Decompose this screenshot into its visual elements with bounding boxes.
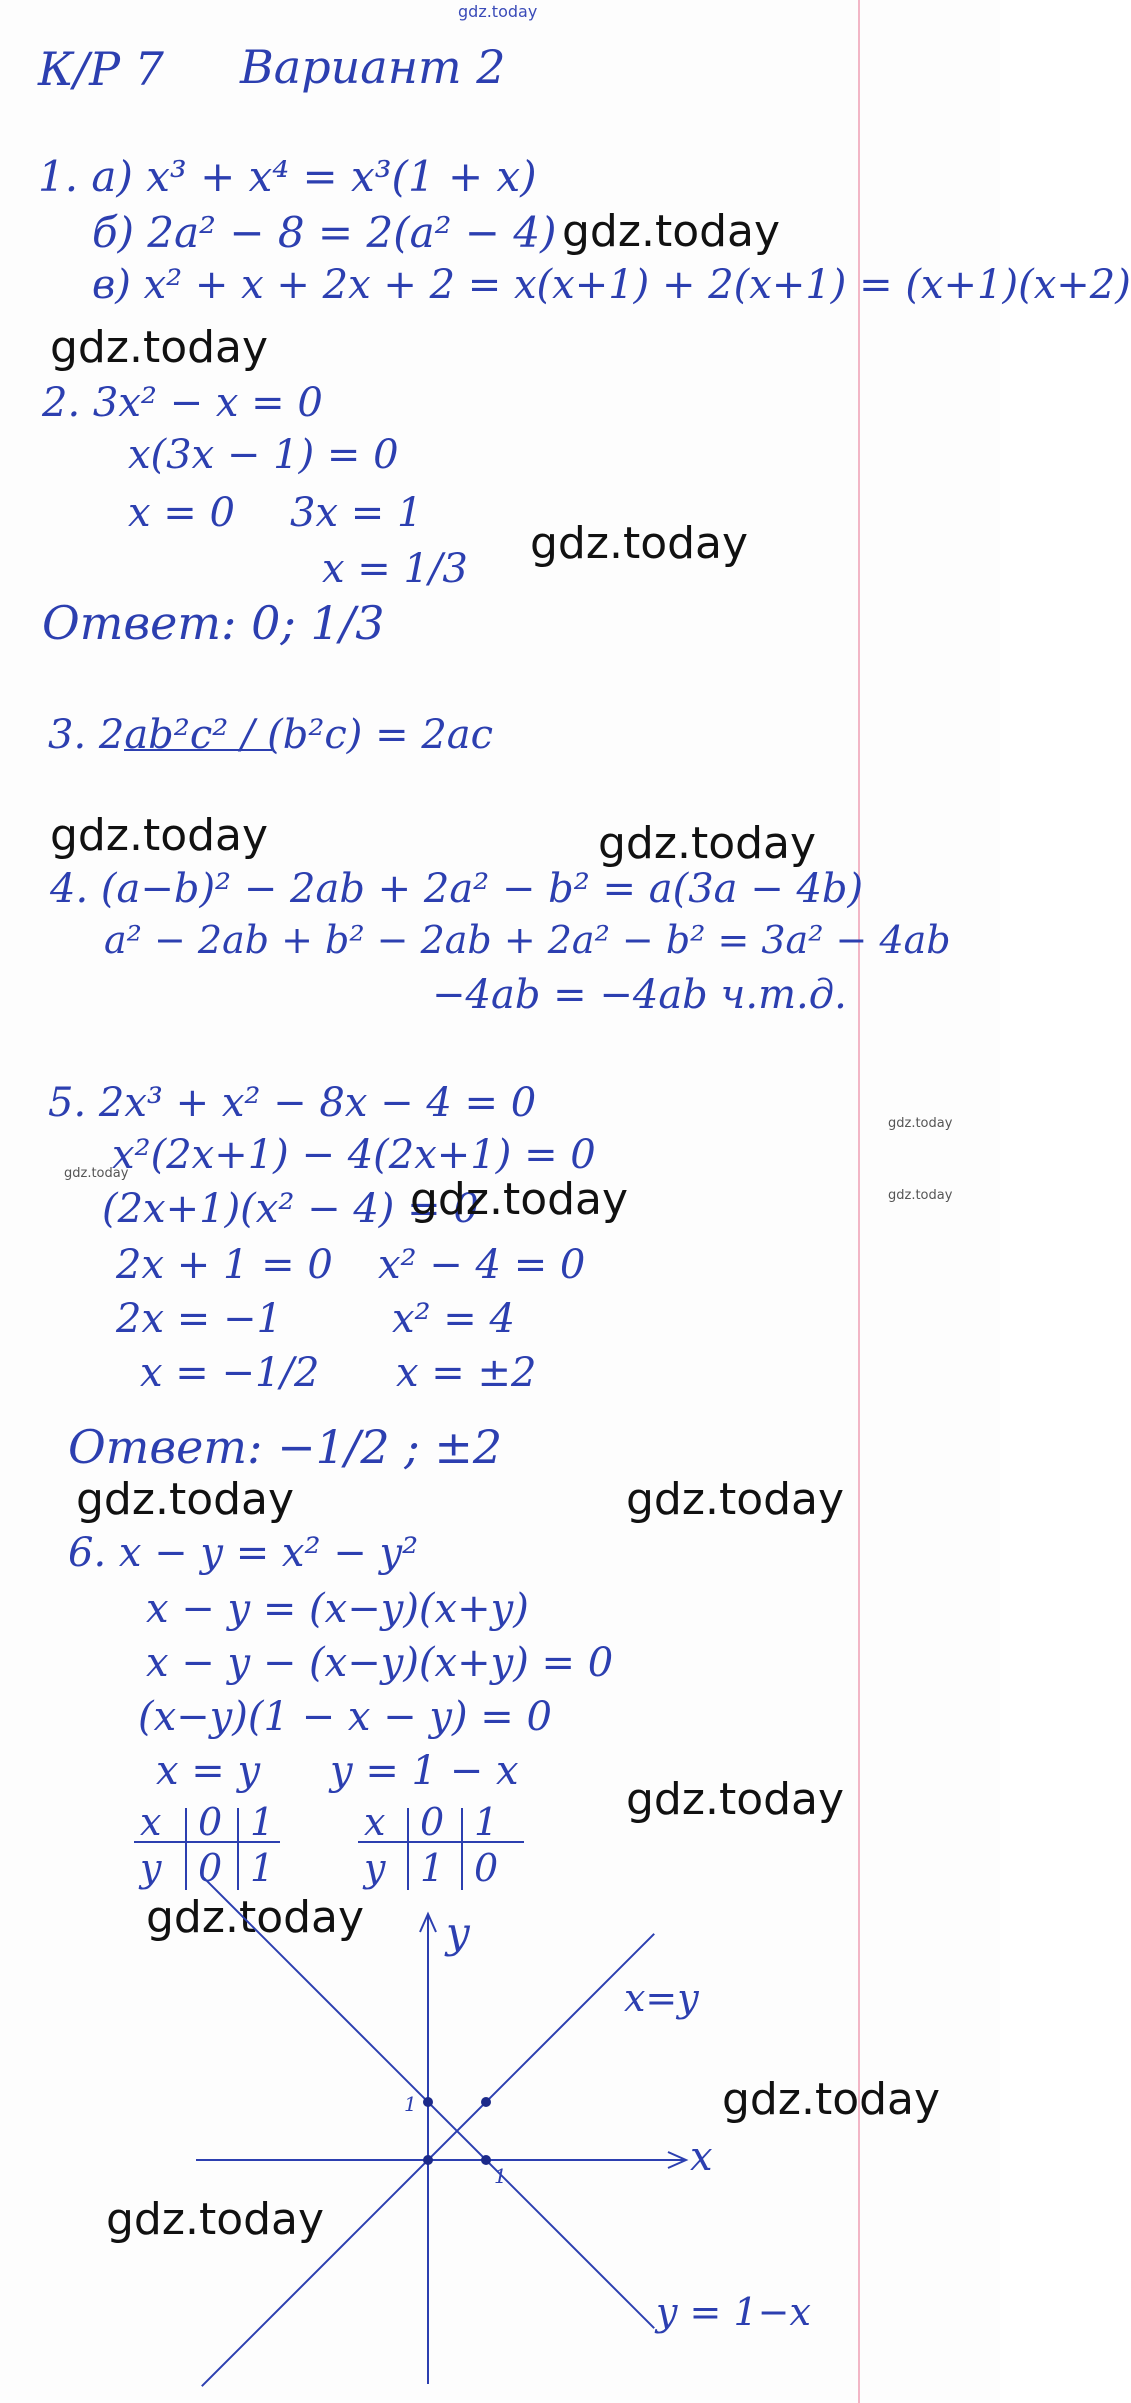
- graph-point-4: [481, 2155, 491, 2165]
- top-watermark: gdz.today: [458, 2, 538, 21]
- watermark: gdz.today: [626, 1774, 845, 1825]
- watermark: gdz.today: [64, 1166, 129, 1181]
- task5-line1: 5. 2x³ + x² − 8x − 4 = 0: [48, 1080, 537, 1126]
- table1-x1: 1: [250, 1800, 275, 1844]
- line2-label: y = 1−x: [656, 2290, 811, 2334]
- task5-answer: Ответ: −1/2 ; ±2: [68, 1420, 503, 1474]
- task1-b: б) 2a² − 8 = 2(a² − 4): [92, 208, 557, 257]
- task6-line3: x − y − (x−y)(x+y) = 0: [146, 1640, 614, 1686]
- table2-x0: 0: [420, 1800, 445, 1844]
- task2-line1: 2. 3x² − x = 0: [42, 380, 323, 426]
- task1-a: 1. а) x³ + x⁴ = x³(1 + x): [38, 152, 537, 201]
- table2-y1: 0: [474, 1846, 499, 1890]
- watermark: gdz.today: [888, 1116, 953, 1131]
- watermark: gdz.today: [106, 2194, 325, 2245]
- task4-line1: 4. (a−b)² − 2ab + 2a² − b² = a(3a − 4b): [50, 866, 864, 912]
- task4-line3: −4ab = −4ab ч.т.д.: [432, 972, 847, 1018]
- watermark: gdz.today: [888, 1188, 953, 1203]
- task6-line4: (x−y)(1 − x − y) = 0: [138, 1694, 552, 1740]
- table2-y-label: y: [364, 1846, 386, 1890]
- task3-line1: 3. 2ab²c² / (b²c) = 2ac: [48, 712, 494, 758]
- task2-line4: x = 1/3: [322, 546, 468, 592]
- task2-answer: Ответ: 0; 1/3: [42, 596, 385, 650]
- watermark: gdz.today: [598, 818, 817, 869]
- task2-line2: x(3x − 1) = 0: [128, 432, 399, 478]
- watermark: gdz.today: [626, 1474, 845, 1525]
- watermark: gdz.today: [76, 1474, 295, 1525]
- task2-line3b: 3x = 1: [290, 490, 423, 536]
- task5-line2: x²(2x+1) − 4(2x+1) = 0: [112, 1132, 596, 1178]
- task5-line4a: 2x + 1 = 0: [116, 1242, 333, 1288]
- graph-point-1: [423, 2155, 433, 2165]
- table1-x0: 0: [198, 1800, 223, 1844]
- table1-y-label: y: [140, 1846, 162, 1890]
- task6-line2: x − y = (x−y)(x+y): [146, 1586, 529, 1632]
- tick-label-x-1: 1: [494, 2164, 507, 2188]
- task6-line1: 6. x − y = x² − y²: [68, 1530, 419, 1576]
- task5-line6a: x = −1/2: [140, 1350, 320, 1396]
- table2-x1: 1: [474, 1800, 499, 1844]
- watermark: gdz.today: [722, 2074, 941, 2125]
- task6-line5a: x = y: [156, 1748, 261, 1794]
- page-title: К/Р 7: [38, 42, 164, 96]
- task4-line2: a² − 2ab + b² − 2ab + 2a² − b² = 3a² − 4ab: [104, 918, 951, 962]
- task2-line3a: x = 0: [128, 490, 235, 536]
- task5-line5a: 2x = −1: [116, 1296, 282, 1342]
- graph-x-axis-label: x: [690, 2134, 713, 2180]
- graph-y-axis-label: y: [446, 1908, 470, 1957]
- table1-x-label: x: [140, 1800, 162, 1844]
- graph-point-3: [423, 2097, 433, 2107]
- task5-line5b: x² = 4: [392, 1296, 515, 1342]
- variant-label: Вариант 2: [240, 40, 506, 94]
- task6-line5b: y = 1 − x: [330, 1748, 519, 1794]
- task1-v: в) x² + x + 2x + 2 = x(x+1) + 2(x+1) = (x+1)(x+2): [92, 262, 1131, 308]
- watermark: gdz.today: [530, 518, 749, 569]
- task5-line3: (2x+1)(x² − 4) = 0: [102, 1186, 479, 1232]
- graph-point-2: [481, 2097, 491, 2107]
- table1-y1: 1: [250, 1846, 275, 1890]
- table2-y0: 1: [420, 1846, 445, 1890]
- watermark: gdz.today: [410, 1174, 629, 1225]
- task5-line6b: x = ±2: [396, 1350, 537, 1396]
- table2-x-label: x: [364, 1800, 386, 1844]
- watermark: gdz.today: [50, 322, 269, 373]
- table1-y0: 0: [198, 1846, 223, 1890]
- watermark: gdz.today: [146, 1892, 365, 1943]
- line1-label: x=y: [624, 1976, 699, 2020]
- tick-label-y-1: 1: [404, 2092, 417, 2116]
- watermark: gdz.today: [562, 206, 781, 257]
- coordinate-graph: [196, 1876, 686, 2386]
- task5-line4b: x² − 4 = 0: [378, 1242, 586, 1288]
- watermark: gdz.today: [50, 810, 269, 861]
